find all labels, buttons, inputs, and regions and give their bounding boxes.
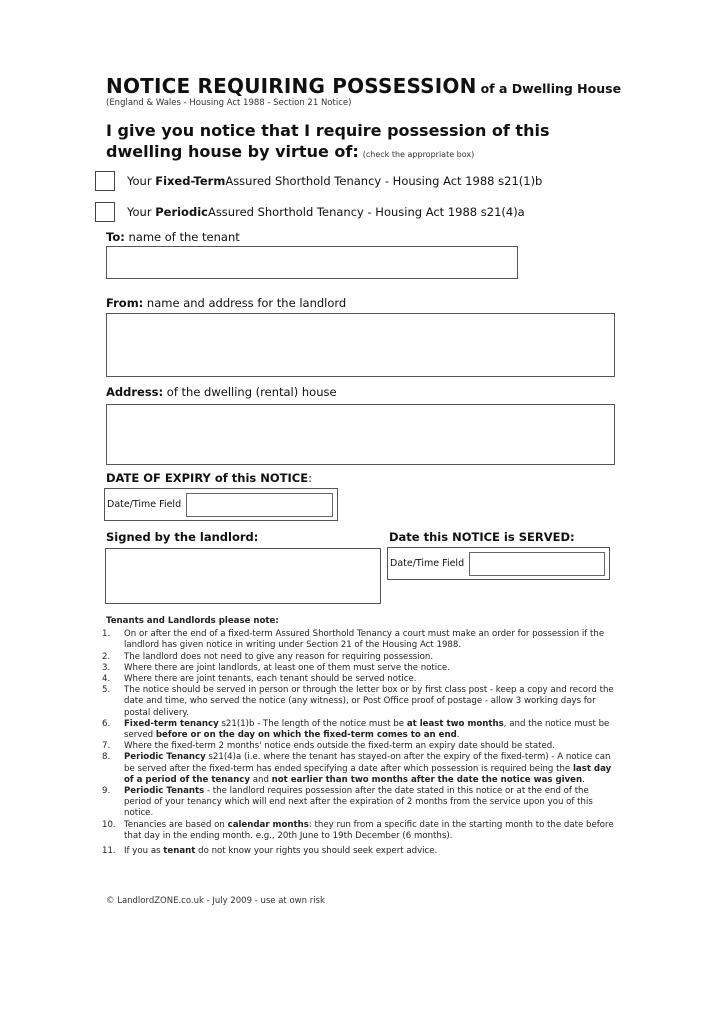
note-plain: do not know your rights you should seek expert advice. (195, 846, 438, 857)
option-rest: Assured Shorthold Tenancy - Housing Act 1988 s21(1)b (225, 174, 543, 188)
note-plain: Tenancies are based on (124, 819, 228, 830)
intro-text: I give you notice that I require possession of this dwelling house by virtue of: (106, 121, 550, 161)
note-plain: , and the notice must be served (124, 718, 610, 741)
dwelling-address-field[interactable] (106, 404, 615, 465)
note-number: 3. (102, 662, 111, 673)
title-main: NOTICE REQUIRING POSSESSION (106, 74, 477, 98)
landlord-signature-field[interactable] (105, 548, 381, 604)
option-bold: Periodic (155, 205, 208, 219)
note-text (124, 719, 618, 741)
to-label-bold: To: (106, 230, 125, 244)
note-item (102, 718, 618, 741)
signed-label-bold: Signed by the landlord: (106, 530, 259, 544)
address-label (106, 385, 337, 399)
option-prefix: Your (127, 205, 152, 219)
intro-hint: (check the appropriate box) (362, 150, 475, 159)
expiry-date-input[interactable] (186, 493, 333, 517)
note-text: On or after the end of a fixed-term Assured Shorthold Tenancy a court must make an order for possession if the landlord has given notice in writing under Section 21 of the Housing Act 1988. (124, 629, 605, 651)
copyright-footer: © LandlordZONE.co.uk - July 2009 - use at own risk (106, 896, 325, 906)
note-plain: : they run from a specific date in the starting month to the date before that day in the ending month. e.g., 20th June to 19th December (6 months). (124, 819, 614, 841)
note-bold: Periodic Tenants (124, 786, 205, 797)
note-item (102, 819, 618, 842)
note-number: 11. (102, 846, 116, 857)
notes-section (102, 616, 618, 857)
fixed-term-checkbox[interactable] (95, 171, 115, 191)
date-time-label: Date/Time Field (107, 499, 182, 510)
option-rest: Assured Shorthold Tenancy - Housing Act 1988 s21(4)a (207, 205, 525, 219)
signed-label (106, 530, 258, 544)
title-tail: of a Dwelling House (480, 81, 622, 96)
expiry-label (106, 471, 312, 485)
note-item (102, 651, 618, 663)
note-text: Where the fixed-term 2 months' notice ends outside the fixed-term an expiry date should be stated. (124, 741, 555, 752)
note-text: Where there are joint landlords, at least one of them must serve the notice. (124, 662, 450, 673)
note-plain: . (456, 730, 460, 741)
note-text (124, 786, 618, 820)
document-title (106, 74, 621, 98)
option-bold: Fixed-Term (155, 174, 226, 188)
note-item (102, 752, 618, 786)
option-fixed-term[interactable] (95, 170, 542, 192)
periodic-checkbox[interactable] (95, 202, 115, 222)
note-plain: If you as (124, 846, 164, 857)
note-text (124, 846, 618, 857)
note-number: 5. (102, 685, 111, 696)
note-number: 2. (102, 651, 111, 662)
to-label-rest: name of the tenant (124, 230, 240, 244)
notes-heading: Tenants and Landlords please note: (106, 616, 279, 626)
note-bold: calendar months (227, 819, 309, 830)
expiry-label-bold: DATE OF EXPIRY of this NOTICE (106, 471, 309, 485)
note-text: The notice should be served in person or through the letter box or by first class post - keep a copy and record the date and time, who served the notice (any witness), or Post Office proof of postage - allow 3 working days for postal delivery. (124, 685, 614, 718)
note-bold: Fixed-term tenancy (124, 718, 219, 729)
to-label (106, 230, 240, 244)
served-date-container (387, 547, 610, 580)
note-item (102, 662, 618, 674)
note-plain: s21(4)a (i.e. where the tenant has stayed-on after the expiry of the fixed-term) - A notice can be served after the fixed-term has ended specifying a date after which possession is required being the (124, 752, 611, 774)
from-label (106, 296, 346, 310)
note-bold: last day of a period of the tenancy (124, 763, 612, 785)
note-item (102, 674, 618, 685)
intro-statement (106, 120, 626, 165)
note-item (102, 786, 618, 820)
note-number: 6. (102, 718, 111, 729)
served-label (389, 530, 575, 544)
option-prefix: Your (127, 174, 152, 188)
note-number: 9. (102, 786, 111, 797)
served-label-bold: Date this NOTICE is SERVED: (389, 530, 575, 544)
document-subtitle: (England & Wales - Housing Act 1988 - Section 21 Notice) (106, 98, 352, 108)
note-number: 4. (102, 674, 111, 685)
address-label-rest: of the dwelling (rental) house (163, 385, 337, 399)
note-item (102, 629, 618, 651)
address-label-bold: Address: (106, 385, 164, 399)
expiry-label-rest: : (308, 471, 312, 485)
note-number: 8. (102, 752, 111, 763)
landlord-name-address-field[interactable] (106, 313, 615, 377)
note-bold: Periodic Tenancy (124, 752, 206, 763)
note-plain: and (250, 774, 272, 785)
from-label-rest: name and address for the landlord (143, 296, 347, 310)
note-bold: before or on the day on which the fixed-term comes to an end (155, 730, 457, 741)
note-plain: . (582, 774, 585, 785)
note-bold: tenant (163, 846, 196, 857)
note-bold: not earlier than two months after the date the notice was given (271, 774, 583, 785)
note-plain: s21(1)b - The length of the notice must be (218, 718, 407, 729)
note-text (124, 752, 618, 786)
date-time-label: Date/Time Field (390, 558, 465, 569)
option-periodic[interactable] (95, 201, 525, 223)
note-number: 10. (102, 819, 116, 830)
expiry-date-container (104, 488, 338, 521)
note-number: 7. (102, 741, 111, 752)
from-label-bold: From: (106, 296, 144, 310)
note-number: 1. (102, 629, 111, 640)
note-text: Where there are joint tenants, each tenant should be served notice. (124, 674, 417, 685)
note-plain: - the landlord requires possession after the date stated in this notice or at the end of the period of your tenancy which will end next after the expiration of 2 months from the service upon you of this notice. (124, 786, 593, 819)
note-item (102, 741, 618, 752)
served-date-input[interactable] (469, 552, 605, 576)
note-item (102, 846, 618, 857)
tenant-name-field[interactable] (106, 246, 518, 279)
note-text (124, 820, 618, 842)
note-text: The landlord does not need to give any reason for requiring possession. (124, 651, 434, 662)
note-item (102, 685, 618, 719)
note-bold: at least two months (406, 718, 504, 729)
